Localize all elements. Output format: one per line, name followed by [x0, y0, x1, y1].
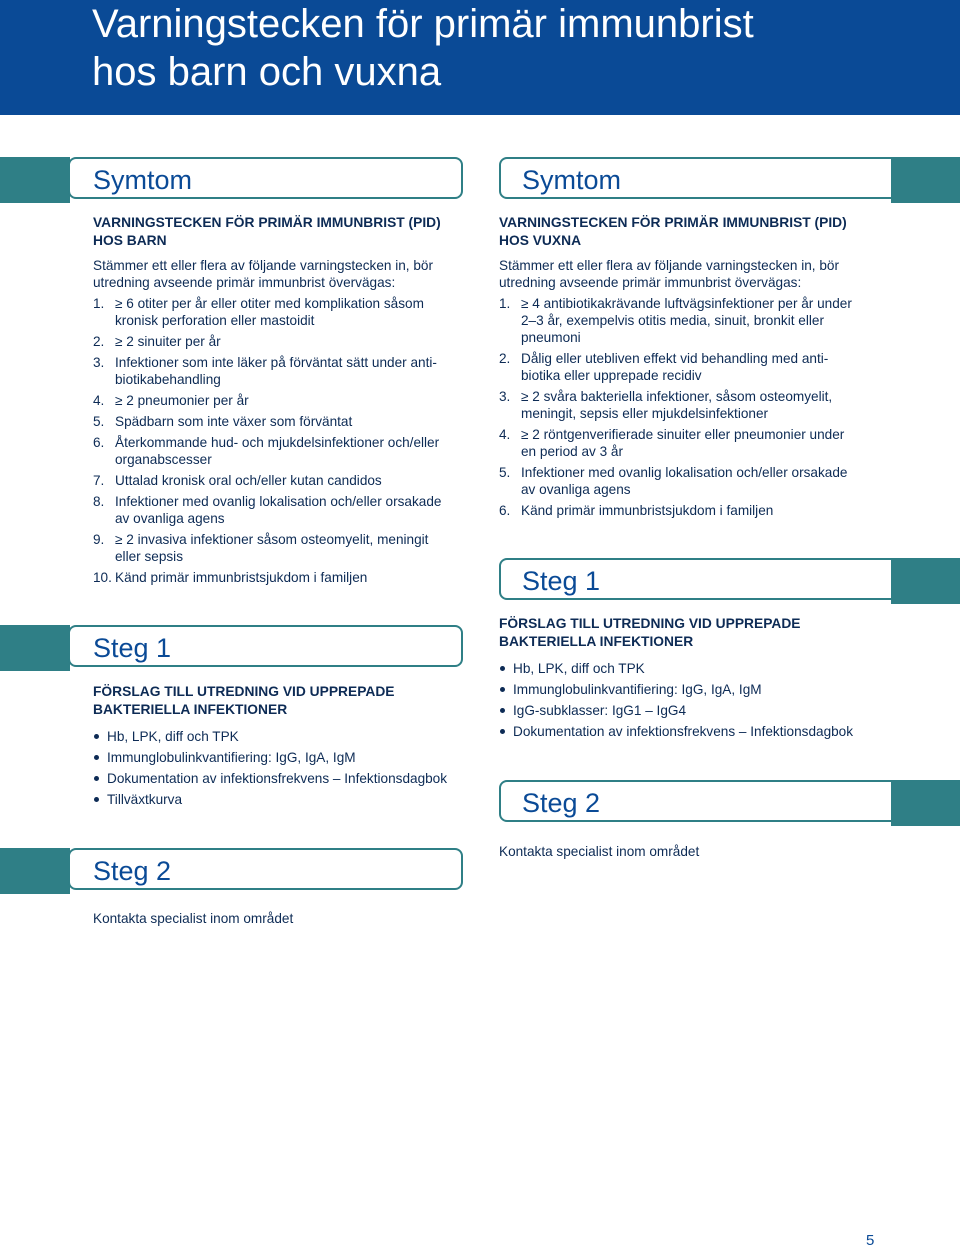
- right-symtom-subheading: [499, 214, 879, 249]
- warning-item-text: [115, 434, 473, 468]
- right-symtom-section: [499, 214, 879, 523]
- bullet-item: Tillväxtkurva: [93, 791, 473, 808]
- page-header: [0, 0, 960, 115]
- right-steg2-band: [891, 780, 960, 826]
- warning-item-number: 4.: [499, 427, 511, 442]
- warning-item: [93, 472, 473, 489]
- warning-item: [93, 569, 473, 586]
- warning-item-text: [115, 569, 473, 586]
- warning-item-line: organabscesser: [115, 452, 212, 467]
- right-intro-line: Stämmer ett eller flera av följande varningstecken in, bör: [499, 258, 840, 273]
- warning-item: [93, 413, 473, 430]
- warning-item-number: 2.: [499, 351, 511, 366]
- warning-item: [93, 392, 473, 409]
- warning-item-line: ≥ 2 sinuiter per år: [115, 334, 221, 349]
- right-steg2-heading: Steg 2: [522, 788, 601, 818]
- warning-item-text: [521, 295, 879, 346]
- right-symtom-subheading-line: HOS VUXNA: [499, 232, 582, 248]
- warning-item-text: [115, 413, 473, 430]
- warning-item: [93, 354, 473, 388]
- right-steg1-subheading: [499, 615, 889, 650]
- bullet-item: Immunglobulinkvantifiering: IgG, IgA, IgM: [93, 749, 473, 766]
- warning-item-line: Känd primär immunbristsjukdom i familjen: [521, 503, 774, 518]
- warning-item-number: 4.: [93, 393, 105, 408]
- warning-item-line: pneumoni: [521, 330, 581, 345]
- left-intro: [93, 257, 473, 291]
- warning-item-line: 2–3 år, exempelvis otitis media, sinuit, bronkit eller: [521, 313, 824, 328]
- warning-item-line: Infektioner som inte läker på förväntat sätt under anti-: [115, 355, 437, 370]
- warning-item-line: Spädbarn som inte växer som förväntat: [115, 414, 353, 429]
- warning-item: [499, 388, 879, 422]
- warning-item-text: [115, 531, 473, 565]
- left-steg1-section: [93, 683, 473, 812]
- warning-item-number: 8.: [93, 494, 105, 509]
- bullet-item: Dokumentation av infektionsfrekvens – Infektionsdagbok: [499, 723, 889, 740]
- warning-item-text: [521, 350, 879, 384]
- warning-item-number: 9.: [93, 532, 105, 547]
- warning-item-text: [521, 426, 879, 460]
- warning-item-line: Dålig eller utebliven effekt vid behandling med anti-: [521, 351, 829, 366]
- warning-item-line: eller sepsis: [115, 549, 183, 564]
- left-warning-list: [93, 295, 473, 586]
- page-title-line-2: hos barn och vuxna: [92, 50, 442, 94]
- warning-item-line: biotika eller upprepade recidiv: [521, 368, 702, 383]
- warning-item-text: [521, 502, 879, 519]
- warning-item-text: [115, 295, 473, 329]
- warning-item-number: 6.: [93, 435, 105, 450]
- left-steg2-text: Kontakta specialist inom området: [93, 911, 294, 926]
- warning-item: [93, 295, 473, 329]
- left-steg1-subheading-line: BAKTERIELLA INFEKTIONER: [93, 701, 288, 717]
- warning-item-line: kronisk perforation eller mastoidit: [115, 313, 315, 328]
- warning-item-number: 6.: [499, 503, 511, 518]
- warning-item: [499, 502, 879, 519]
- warning-item-line: ≥ 2 invasiva infektioner såsom osteomyelit, meningit: [115, 532, 429, 547]
- warning-item: [499, 295, 879, 346]
- right-symtom-subheading-line: VARNINGSTECKEN FÖR PRIMÄR IMMUNBRIST (PID): [499, 215, 847, 230]
- left-steg1-heading: Steg 1: [93, 633, 172, 663]
- page-title: [92, 0, 754, 96]
- left-symtom-subheading: [93, 214, 473, 249]
- right-steg1-band: [891, 558, 960, 604]
- page-number: 5: [866, 1232, 875, 1249]
- bullet-item: Hb, LPK, diff och TPK: [93, 728, 473, 745]
- right-steg2-text: Kontakta specialist inom området: [499, 844, 700, 859]
- warning-item-number: 7.: [93, 473, 105, 488]
- warning-item-line: ≥ 6 otiter per år eller otiter med komplikation såsom: [115, 296, 424, 311]
- warning-item-text: [115, 472, 473, 489]
- warning-item-number: 5.: [499, 465, 511, 480]
- left-symtom-heading: Symtom: [93, 165, 193, 195]
- warning-item-line: ≥ 2 svåra bakteriella infektioner, såsom osteomyelit,: [521, 389, 833, 404]
- warning-item-text: [115, 392, 473, 409]
- left-symtom-band: [0, 157, 70, 203]
- bullet-item: Hb, LPK, diff och TPK: [499, 660, 889, 677]
- warning-item-line: Infektioner med ovanlig lokalisation och/eller orsakade: [521, 465, 848, 480]
- left-steg1-band: [0, 625, 70, 671]
- warning-item-text: [521, 388, 879, 422]
- right-symtom-heading: Symtom: [522, 165, 622, 195]
- warning-item-line: biotikabehandling: [115, 372, 221, 387]
- right-steg1-subheading-line: BAKTERIELLA INFEKTIONER: [499, 633, 694, 649]
- warning-item-number: 3.: [499, 389, 511, 404]
- warning-item-line: av ovanliga agens: [521, 482, 631, 497]
- left-steg2-heading: Steg 2: [93, 856, 172, 886]
- warning-item: [93, 531, 473, 565]
- warning-item: [93, 493, 473, 527]
- warning-item-line: Återkommande hud- och mjukdelsinfektioner och/eller: [115, 435, 440, 450]
- left-symtom-subheading-line: VARNINGSTECKEN FÖR PRIMÄR IMMUNBRIST (PID): [93, 215, 441, 230]
- right-steg1-subheading-line: FÖRSLAG TILL UTREDNING VID UPPREPADE: [499, 616, 801, 631]
- right-intro: [499, 257, 879, 291]
- left-intro-line: utredning avseende primär immunbrist övervägas:: [93, 275, 396, 290]
- warning-item-text: [521, 464, 879, 498]
- warning-item-line: ≥ 2 röntgenverifierade sinuiter eller pneumonier under: [521, 427, 845, 442]
- warning-item: [499, 350, 879, 384]
- warning-item-number: 1.: [93, 296, 105, 311]
- left-steg1-subheading: [93, 683, 473, 718]
- left-intro-line: Stämmer ett eller flera av följande varningstecken in, bör: [93, 258, 434, 273]
- warning-item-number: 1.: [499, 296, 511, 311]
- left-steg1-subheading-line: FÖRSLAG TILL UTREDNING VID UPPREPADE: [93, 684, 395, 699]
- warning-item-number: 5.: [93, 414, 105, 429]
- left-steg1-bullet-list: [93, 728, 473, 808]
- warning-item: [93, 333, 473, 350]
- left-symtom-subheading-line: HOS BARN: [93, 232, 167, 248]
- warning-item-line: ≥ 2 pneumonier per år: [115, 393, 249, 408]
- warning-item-text: [115, 354, 473, 388]
- right-intro-line: utredning avseende primär immunbrist övervägas:: [499, 275, 802, 290]
- warning-item-line: en period av 3 år: [521, 444, 624, 459]
- warning-item-number: 2.: [93, 334, 105, 349]
- warning-item-line: Känd primär immunbristsjukdom i familjen: [115, 570, 368, 585]
- right-steg1-heading: Steg 1: [522, 566, 601, 596]
- warning-item-line: Infektioner med ovanlig lokalisation och/eller orsakade: [115, 494, 442, 509]
- bullet-item: Dokumentation av infektionsfrekvens – Infektionsdagbok: [93, 770, 473, 787]
- right-warning-list: [499, 295, 879, 519]
- warning-item: [499, 464, 879, 498]
- warning-item-text: [115, 493, 473, 527]
- right-symtom-band: [891, 157, 960, 203]
- warning-item-line: ≥ 4 antibiotikakrävande luftvägsinfektioner per år under: [521, 296, 852, 311]
- bullet-item: IgG-subklasser: IgG1 – IgG4: [499, 702, 889, 719]
- warning-item: [499, 426, 879, 460]
- bullet-item: Immunglobulinkvantifiering: IgG, IgA, IgM: [499, 681, 889, 698]
- warning-item-text: [115, 333, 473, 350]
- warning-item-line: Uttalad kronisk oral och/eller kutan candidos: [115, 473, 382, 488]
- warning-item-line: meningit, sepsis eller mjukdelsinfektioner: [521, 406, 769, 421]
- left-steg2-band: [0, 848, 70, 894]
- left-symtom-section: [93, 214, 473, 590]
- warning-item-number: 10.: [93, 570, 112, 585]
- warning-item-number: 3.: [93, 355, 105, 370]
- warning-item: [93, 434, 473, 468]
- warning-item-line: av ovanliga agens: [115, 511, 225, 526]
- right-steg1-bullet-list: [499, 660, 889, 740]
- page-title-line-1: Varningstecken för primär immunbrist: [92, 2, 754, 46]
- right-steg1-section: [499, 615, 889, 744]
